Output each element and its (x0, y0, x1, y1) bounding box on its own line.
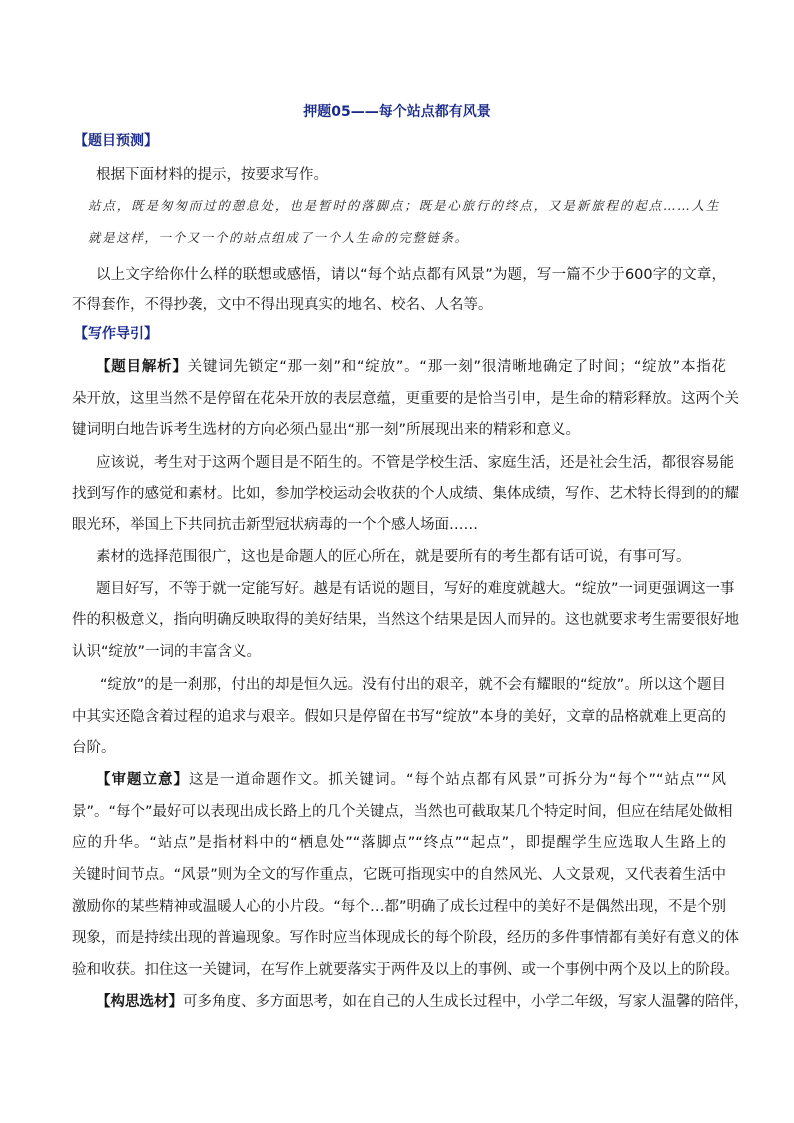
analysis-label: 【题目解析】 (96, 359, 188, 375)
analysis-line-2: 朵开放，这里当然不是停留在花朵开放的表层意蕴，更重要的是恰当引申，是生命的精彩释放。这两个关 (72, 391, 739, 407)
intent-line-2: 景”。“每个”最好可以表现出成长路上的几个关键点，当然也可截取某几个特定时间，但应在结尾处做相 (72, 804, 733, 820)
page-title: 押题05——每个站点都有风景 (303, 104, 491, 120)
intent-line-1 (96, 770, 726, 790)
intent-line-4: 关键时间节点。“风景”则为全文的写作重点，它既可指现实中的自然风光、人文景观，又代表着生活中 (72, 867, 726, 883)
para2-line-3: 眼光环，举国上下共同抗击新型冠状病毒的一个个感人场面…… (72, 517, 478, 533)
prompt-intro: 根据下面材料的提示，按要求写作。 (96, 167, 328, 183)
intent-line-6: 现象，而是持续出现的普遍现象。写作时应当体现成长的每个阶段，经历的多件事情都有美好有意义的体 (72, 930, 739, 946)
analysis-text: 关键词先锁定“那一刻”和“绽放”。“那一刻”很清晰地确定了时间；“绽放”本指花 (187, 359, 727, 375)
intent-label: 【审题立意】 (96, 772, 189, 788)
intent-line-3: 应的升华。“站点”是指材料中的“栖息处”“落脚点”“终点”“起点”，即提醒学生应选取人生路上的 (72, 835, 726, 851)
section-heading-guide: 【写作导引】 (74, 326, 158, 342)
analysis-line-3: 键词明白地告诉考生选材的方向必须凸显出“那一刻”所展现出来的精彩和意义。 (72, 422, 581, 438)
material-line-1: 站点，既是匆匆而过的憩息处，也是暂时的落脚点；既是心旅行的终点，又是新旅程的起点……人生 (88, 198, 720, 213)
para3-line: 素材的选择范围很广，这也是命题人的匠心所在，就是要所有的考生都有话可说，有事可写。 (96, 549, 691, 565)
select-line-1 (96, 992, 749, 1012)
para4-line-2: 件的积极意义，指向明确反映取得的美好结果，当然这个结果是因人而异的。这也就要求考生需要很好地 (72, 612, 739, 628)
requirement-line-2: 不得套作，不得抄袭，文中不得出现真实的地名、校名、人名等。 (72, 297, 493, 313)
select-text: 可多角度、多方面思考，如在自己的人生成长过程中，小学二年级，写家人温馨的陪伴， (183, 994, 749, 1010)
para2-line-1: 应该说，考生对于这两个题目是不陌生的。不管是学校生活、家庭生活，还是社会生活，都很容易能 (96, 455, 734, 471)
intent-text: 这是一道命题作文。抓关键词。“每个站点都有风景”可拆分为“每个”“站点”“风 (189, 772, 727, 788)
para2-line-2: 找到写作的感觉和素材。比如，参加学校运动会收获的个人成绩、集体成绩，写作、艺术特长得到的的耀 (72, 486, 739, 502)
para4-line-3: 认识“绽放”一词的丰富含义。 (72, 644, 262, 660)
para5-line-2: 中其实还隐含着过程的追求与艰辛。假如只是停留在书写“绽放”本身的美好，文章的品格就难上更高的 (72, 709, 726, 725)
intent-line-5: 激励你的某些精神或温暖人心的小片段。“每个…都”明确了成长过程中的美好不是偶然出现，不是个别 (72, 899, 726, 915)
material-line-2: 就是这样，一个又一个的站点组成了一个人生命的完整链条。 (88, 230, 469, 245)
analysis-line-1 (96, 357, 726, 377)
para4-line-1: 题目好写，不等于就一定能写好。越是有话说的题目，写好的难度就越大。“绽放”一词更强调这一事 (96, 581, 735, 597)
para5-line-3: 台阶。 (72, 740, 116, 756)
requirement-line-1: 以上文字给你什么样的联想或感悟，请以“每个站点都有风景”为题，写一篇不少于600字的文章， (96, 267, 726, 283)
select-label: 【构思选材】 (96, 994, 183, 1010)
intent-line-7: 验和收获。扣住这一关键词，在写作上就要落实于两件及以上的事例、或一个事例中两个及以上的阶段。 (72, 962, 739, 978)
section-heading-prediction: 【题目预测】 (74, 133, 158, 149)
para5-line-1: “绽放”的是一刹那，付出的却是恒久远。没有付出的艰辛，就不会有耀眼的“绽放”。所以这个题目 (100, 677, 726, 693)
